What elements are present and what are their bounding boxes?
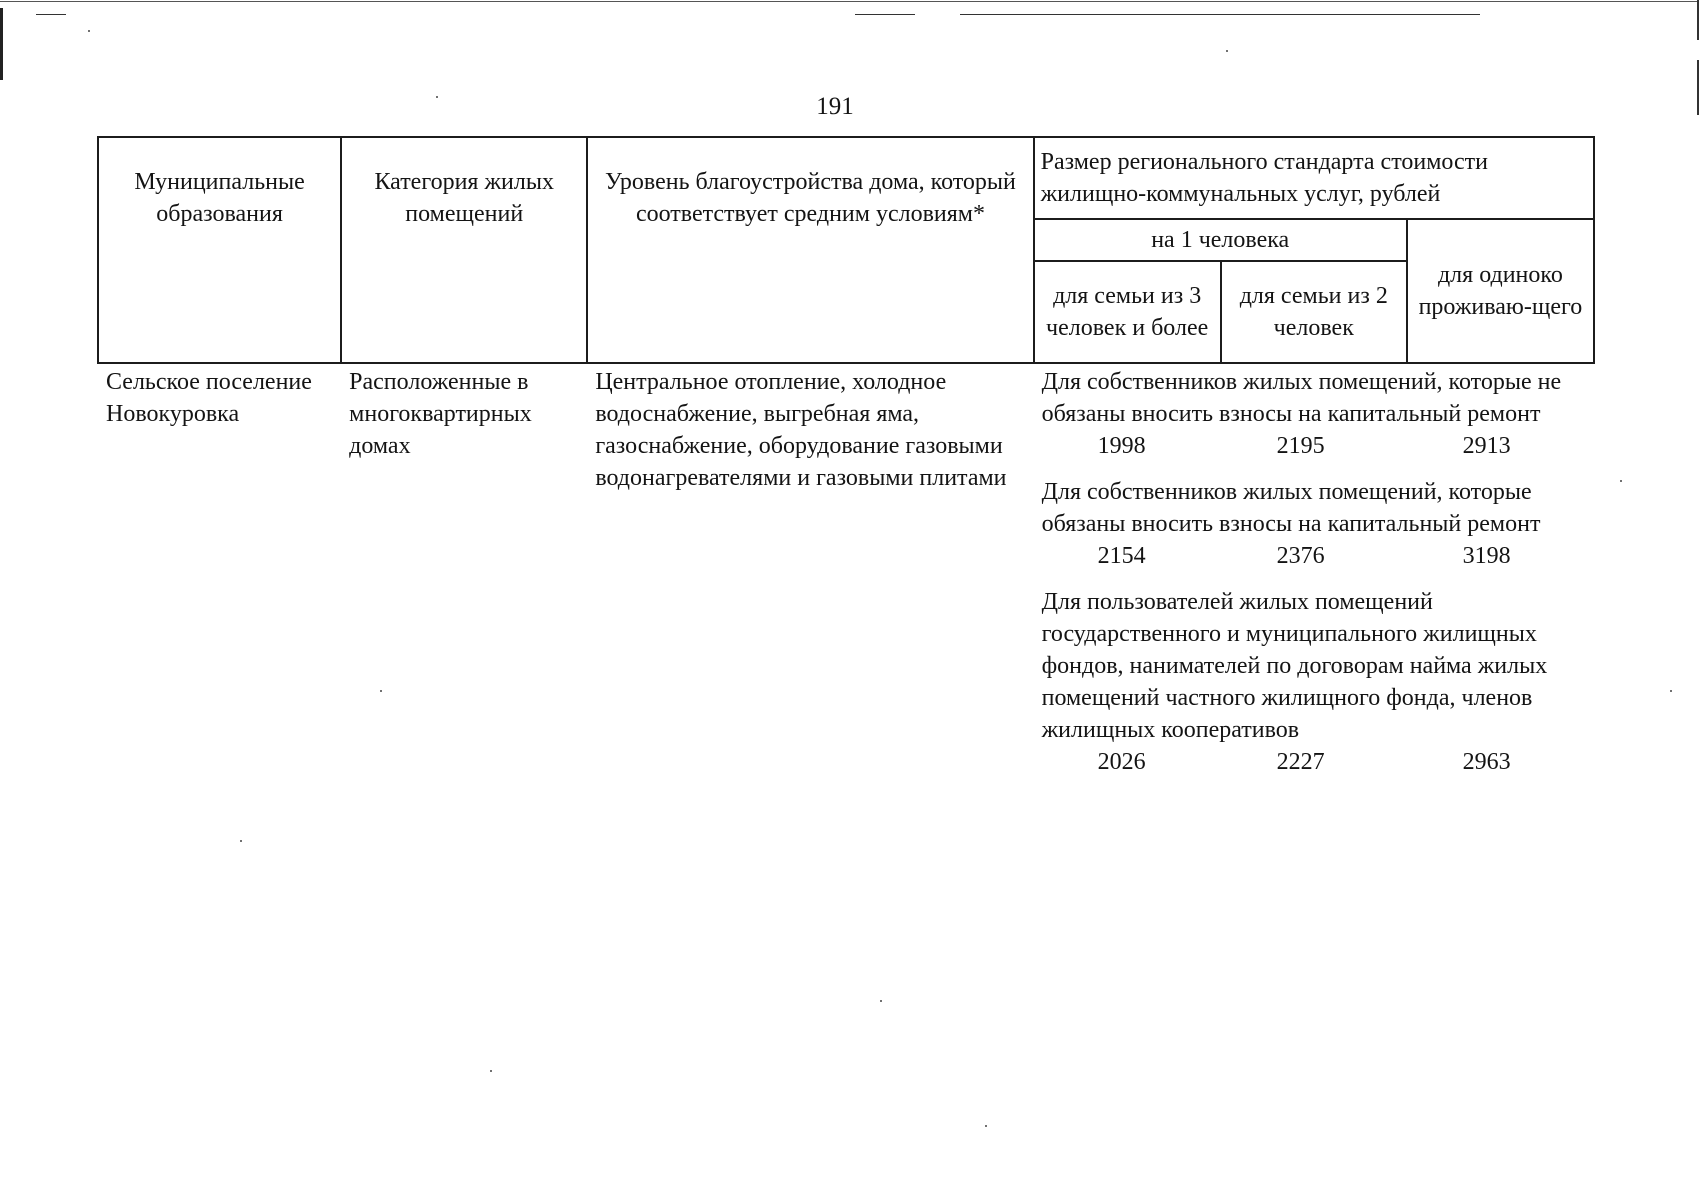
scan-speck	[88, 30, 90, 32]
scan-dash-line	[855, 14, 915, 15]
scan-speck	[1670, 690, 1672, 692]
value-single: 2963	[1462, 749, 1511, 775]
value-family-3plus: 2026	[1097, 749, 1146, 775]
value-single: 2913	[1462, 433, 1511, 459]
value-family-3plus: 2154	[1097, 543, 1146, 569]
scan-dash-line	[960, 14, 1480, 15]
header-family-3plus: для семьи из 3 человек и более	[1034, 261, 1221, 363]
value-family-2: 2227	[1276, 749, 1325, 775]
cell-municipality: Сельское поселение Новокуровка	[106, 369, 312, 427]
scan-speck	[436, 96, 438, 98]
cell-rate-groups	[1034, 363, 1594, 778]
value-family-2: 2195	[1276, 433, 1325, 459]
scan-dash-line	[36, 14, 66, 15]
scan-edge-bar	[0, 8, 3, 80]
cell-category: Расположенные в многоквартирных домах	[349, 369, 532, 459]
header-standard-size: Размер регионального стандарта стоимости жилищно-коммунальных услуг, рублей	[1034, 137, 1594, 219]
scan-speck	[985, 1125, 987, 1127]
housing-cost-standard-table	[97, 136, 1595, 778]
header-comfort-level: Уровень благоустройства дома, который соответствует средним условиям*	[587, 137, 1033, 363]
page-number: 191	[816, 93, 854, 120]
value-single: 3198	[1462, 543, 1511, 569]
rate-group-values	[1042, 746, 1586, 778]
value-family-3plus: 1998	[1097, 433, 1146, 459]
scan-speck	[1620, 480, 1622, 482]
rate-group-label: Для собственников жилых помещений, которые обязаны вносить взносы на капитальный ремонт	[1041, 479, 1541, 537]
header-municipality: Муниципальные образования	[98, 137, 341, 363]
scan-speck	[490, 1070, 492, 1072]
scan-speck	[1226, 50, 1228, 52]
rate-group-label: Для собственников жилых помещений, которые не обязаны вносить взносы на капитальный ремонт	[1041, 369, 1562, 427]
header-category: Категория жилых помещений	[341, 137, 587, 363]
header-per-person: на 1 человека	[1034, 219, 1407, 261]
value-family-2: 2376	[1276, 543, 1325, 569]
header-family-2: для семьи из 2 человек	[1221, 261, 1407, 363]
scan-speck	[240, 840, 242, 842]
table-row	[98, 363, 1594, 778]
scan-speck	[880, 1000, 882, 1002]
rate-group-values	[1042, 430, 1586, 462]
cell-comfort-level: Центральное отопление, холодное водоснабжение, выгребная яма, газоснабжение, оборудование газовыми водонагревателями и газовыми плитами	[595, 369, 1007, 491]
header-single: для одиноко проживаю-щего	[1407, 219, 1594, 363]
table-header	[98, 137, 1594, 363]
rate-group-values	[1042, 540, 1586, 572]
scan-edge-line	[0, 1, 1699, 2]
rate-group-label: Для пользователей жилых помещений государственного и муниципального жилищных фондов, нанимателей по договорам найма жилых помещений частного жилищного фонда, членов жилищных кооперативов	[1041, 589, 1548, 743]
